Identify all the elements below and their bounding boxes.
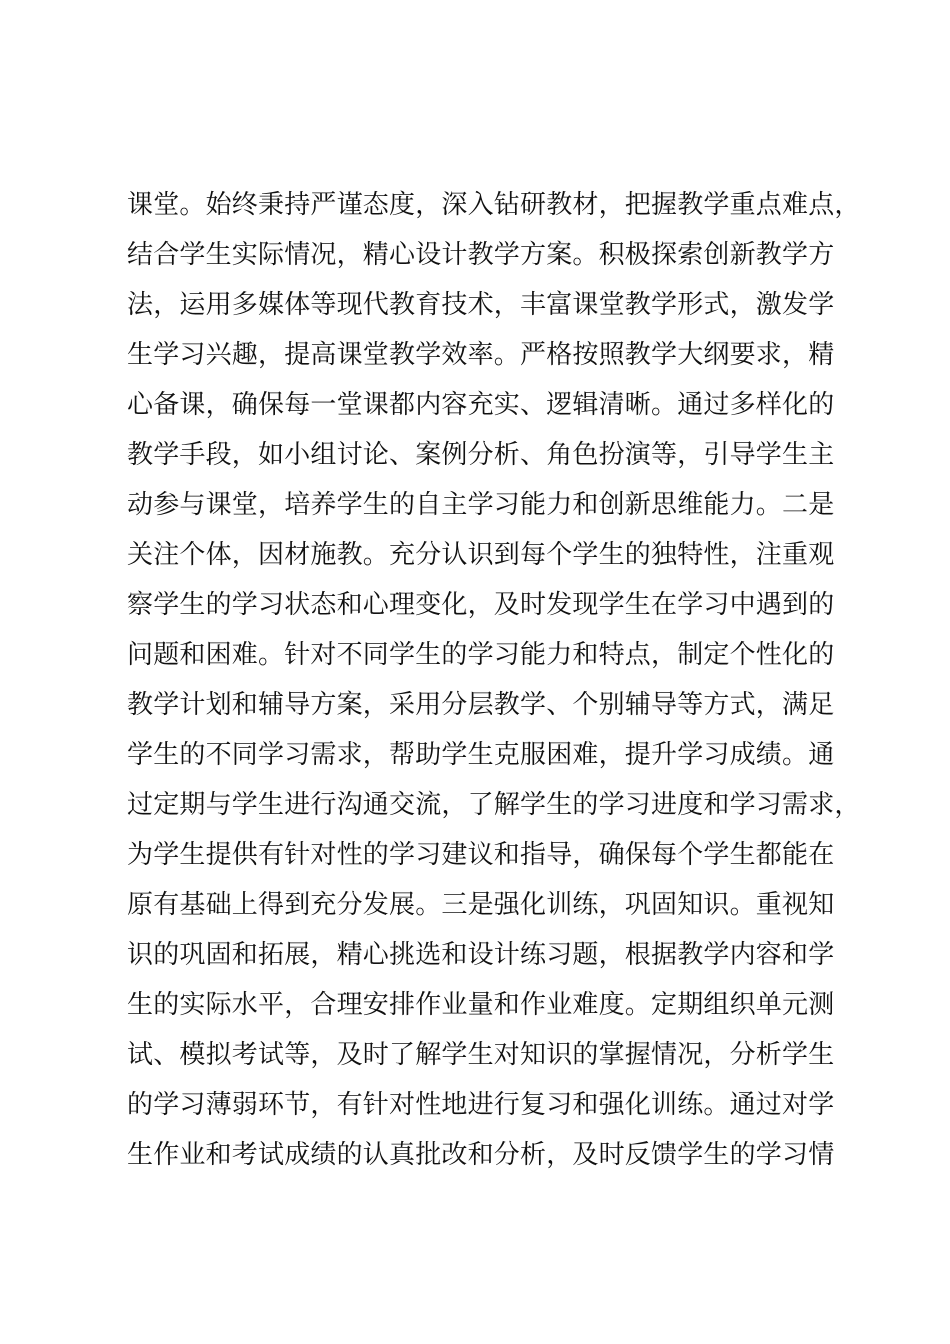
text-line: 为学生提供有针对性的学习建议和指导，确保每个学生都能在 (127, 840, 835, 870)
text-line: 察学生的学习状态和心理变化，及时发现学生在学习中遇到的 (127, 590, 835, 620)
text-line: 学生的不同学习需求，帮助学生克服困难，提升学习成绩。通 (127, 740, 835, 770)
text-line: 教学手段，如小组讨论、案例分析、角色扮演等，引导学生主 (127, 440, 835, 470)
text-line: 过定期与学生进行沟通交流，了解学生的学习进度和学习需求， (127, 790, 861, 820)
text-line: 原有基础上得到充分发展。三是强化训练，巩固知识。重视知 (127, 890, 835, 920)
body-paragraph (127, 180, 867, 1180)
text-line: 试、模拟考试等，及时了解学生对知识的掌握情况，分析学生 (127, 1040, 835, 1070)
text-line: 生的实际水平，合理安排作业量和作业难度。定期组织单元测 (127, 990, 835, 1020)
text-line: 的学习薄弱环节，有针对性地进行复习和强化训练。通过对学 (127, 1090, 835, 1120)
text-line: 生学习兴趣，提高课堂教学效率。严格按照教学大纲要求，精 (127, 340, 835, 370)
text-line: 动参与课堂，培养学生的自主学习能力和创新思维能力。二是 (127, 490, 835, 520)
text-line: 问题和困难。针对不同学生的学习能力和特点，制定个性化的 (127, 640, 835, 670)
text-line: 教学计划和辅导方案，采用分层教学、个别辅导等方式，满足 (127, 690, 835, 720)
text-line: 课堂。始终秉持严谨态度，深入钻研教材，把握教学重点难点， (127, 190, 861, 220)
text-line: 法，运用多媒体等现代教育技术，丰富课堂教学形式，激发学 (127, 290, 835, 320)
text-line: 识的巩固和拓展，精心挑选和设计练习题，根据教学内容和学 (127, 940, 835, 970)
text-line: 关注个体，因材施教。充分认识到每个学生的独特性，注重观 (127, 540, 835, 570)
text-line: 结合学生实际情况，精心设计教学方案。积极探索创新教学方 (127, 240, 835, 270)
text-line: 生作业和考试成绩的认真批改和分析，及时反馈学生的学习情 (127, 1140, 835, 1170)
text-line: 心备课，确保每一堂课都内容充实、逻辑清晰。通过多样化的 (127, 390, 835, 420)
